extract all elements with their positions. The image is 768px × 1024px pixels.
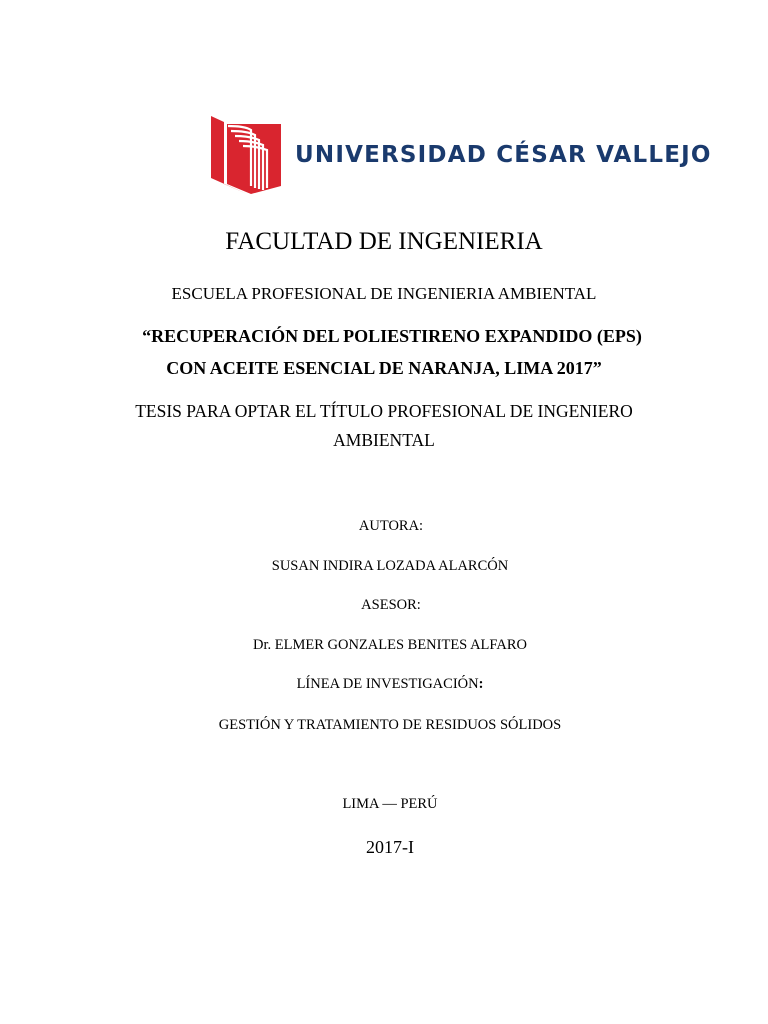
research-line-label <box>6 677 768 692</box>
city: LIMA — PERÚ <box>342 796 438 812</box>
school-heading: ESCUELA PROFESIONAL DE INGENIERIA AMBIENTAL <box>171 284 597 303</box>
advisor-label: ASESOR: <box>361 597 421 613</box>
research-line-colon: : <box>478 676 484 692</box>
research-line-label-text: LÍNEA DE INVESTIGACIÓN <box>296 676 479 692</box>
degree-line-1: TESIS PARA OPTAR EL TÍTULO PROFESIONAL DE INGENIERO <box>135 401 633 421</box>
author-name: SUSAN INDIRA LOZADA ALARCÓN <box>271 558 509 574</box>
university-logo <box>211 116 712 194</box>
research-line: GESTIÓN Y TRATAMIENTO DE RESIDUOS SÓLIDOS <box>218 717 562 733</box>
degree-line-2: AMBIENTAL <box>333 430 435 450</box>
thesis-title-line-2: CON ACEITE ESENCIAL DE NARANJA, LIMA 2017” <box>166 358 602 378</box>
advisor-name: Dr. ELMER GONZALES BENITES ALFARO <box>252 637 528 653</box>
year: 2017-I <box>366 837 414 857</box>
thesis-title-line-1: “RECUPERACIÓN DEL POLIESTIRENO EXPANDIDO (EPS) <box>142 326 642 346</box>
author-label: AUTORA: <box>358 518 424 534</box>
university-name: UNIVERSIDAD CÉSAR VALLEJO <box>295 142 712 168</box>
university-shield-icon <box>211 116 283 194</box>
faculty-heading: FACULTAD DE INGENIERIA <box>225 228 543 255</box>
